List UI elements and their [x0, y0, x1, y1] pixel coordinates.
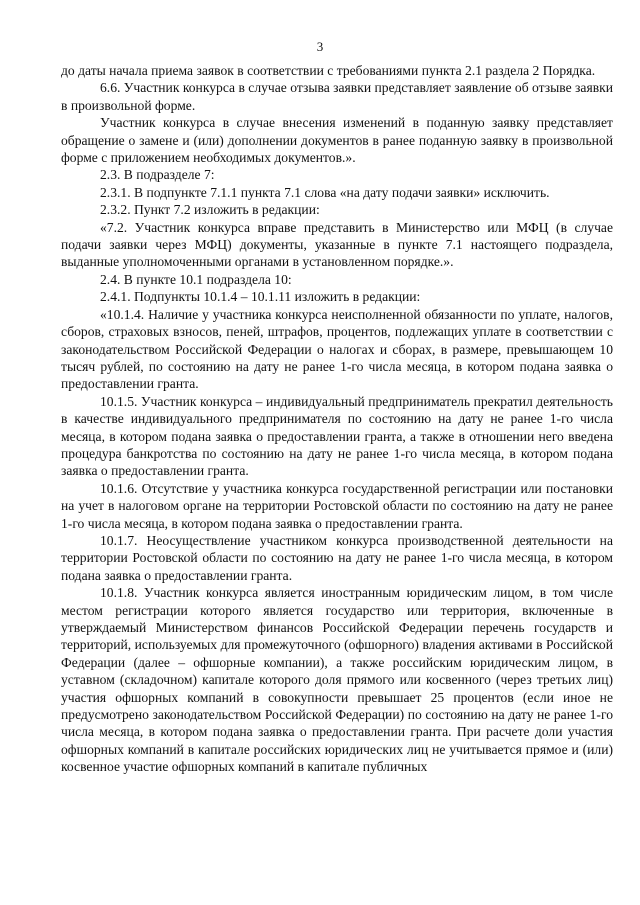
paragraph-10-1-5: 10.1.5. Участник конкурса – индивидуальный предприниматель прекратил деятельность в качестве индивидуального предпринимателя по состоянию на дату не ранее 1-го числа месяца, в котором подана заявка о предоставлении гранта, а также в отношении него введена процедура банкротства по состоянию на дату не ранее 1-го числа месяца, в котором подана заявка о предоставлении гранта. [61, 393, 613, 479]
paragraph-changes: Участник конкурса в случае внесения изменений в поданную заявку представляет обращение о замене и (или) дополнении документов в ранее поданную заявку в произвольной форме с приложением необходимых документов.». [61, 115, 613, 166]
paragraph-10-1-7: 10.1.7. Неосуществление участником конкурса производственной деятельности на территории Ростовской области по состоянию на дату не ранее 1-го числа месяца, в котором подана заявка о предоставлении гранта. [61, 532, 613, 583]
page-number: 3 [316, 39, 324, 54]
paragraph-10-1-8: 10.1.8. Участник конкурса является иностранным юридическим лицом, в том числе местом регистрации которого является государство или территория, включенные в утверждаемый Министерством финансов Российской Федерации перечень государств и территорий, используемых для промежуточного (офшорного) владения активами в Российской Федерации (далее – офшорные компании), а также российским юридическим лицом, в уставном (складочном) капитале которого доля прямого или косвенного (через третьих лиц) участия офшорных компаний в совокупности превышает 25 процентов (если иное не предусмотрено законодательством Российской Федерации) по состоянию на дату не ранее 1-го числа месяца, в котором подана заявка о предоставлении гранта. При расчете доли участия офшорных компаний в капитале российских юридических лиц не учитывается прямое и (или) косвенное участие офшорных компаний в капитале публичных [61, 585, 613, 775]
paragraph-7-2: «7.2. Участник конкурса вправе представить в Министерство или МФЦ (в случае подачи заявки через МФЦ) документы, указанные в пункте 7.1 настоящего подраздела, выданные уполномоченными органами в установленном порядке.». [61, 219, 613, 270]
paragraph-2-4: 2.4. В пункте 10.1 подраздела 10: [100, 271, 292, 287]
paragraph-2-3-1: 2.3.1. В подпункте 7.1.1 пункта 7.1 слова «на дату подачи заявки» исключить. [100, 184, 550, 200]
paragraph-6-6: 6.6. Участник конкурса в случае отзыва заявки представляет заявление об отзыве заявки в произвольной форме. [61, 80, 613, 113]
paragraph-2-3-2: 2.3.2. Пункт 7.2 изложить в редакции: [100, 202, 320, 218]
paragraph-2-3: 2.3. В подразделе 7: [100, 167, 215, 183]
paragraph-2-4-1: 2.4.1. Подпункты 10.1.4 – 10.1.11 изложить в редакции: [100, 289, 421, 305]
paragraph-10-1-6: 10.1.6. Отсутствие у участника конкурса государственной регистрации или постановки на учет в налоговом органе на территории Ростовской области по состоянию на дату не ранее 1-го числа месяца, в котором подана заявка о предоставлении гранта. [61, 480, 613, 531]
paragraph-10-1-4: «10.1.4. Наличие у участника конкурса неисполненной обязанности по уплате, налогов, сборов, страховых взносов, пеней, штрафов, процентов, подлежащих уплате в соответствии с законодательством Российской Федерации о налогах и сборах, в размере, превышающем 10 тысяч рублей, по состоянию на дату не ранее 1-го числа месяца, в котором подана заявка о предоставлении гранта. [61, 306, 613, 392]
paragraph-continuation: до даты начала приема заявок в соответствии с требованиями пункта 2.1 раздела 2 Порядка. [61, 63, 596, 78]
document-body [61, 62, 613, 776]
